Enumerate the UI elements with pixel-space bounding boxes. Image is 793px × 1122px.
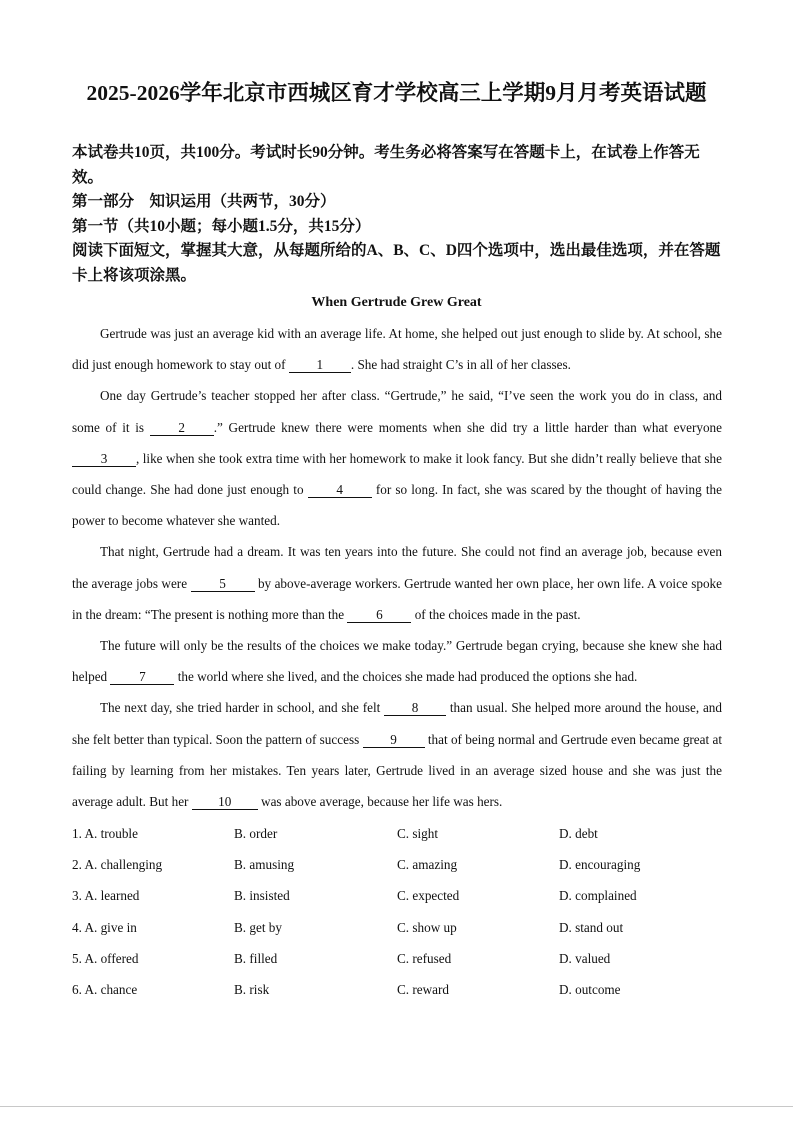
cloze-blank-4: 4	[308, 482, 372, 498]
cloze-blank-2: 2	[150, 420, 214, 436]
cloze-blank-6: 6	[347, 607, 411, 623]
option-c: C. amazing	[397, 857, 458, 873]
question-row	[72, 880, 732, 911]
passage-text: was above average, because her life was hers.	[257, 794, 503, 810]
passage-text: The next day, she tried harder in school, and she felt	[100, 700, 385, 716]
question-row	[72, 943, 732, 974]
cloze-blank-8: 8	[384, 700, 446, 716]
exam-instructions	[72, 141, 724, 288]
passage-text: for so long. In fact, she was scared by the thought of having the power to become whatever she wanted.	[72, 482, 722, 529]
option-a: 2. A. challenging	[72, 857, 163, 873]
passage-paragraph-4	[72, 630, 722, 692]
option-a: 5. A. offered	[72, 950, 139, 966]
option-b: B. get by	[234, 919, 282, 935]
option-b: B. filled	[234, 950, 278, 966]
passage-paragraph-3	[72, 536, 722, 630]
passage-paragraph-2	[72, 380, 722, 536]
passage-text: One day Gertrude’s teacher stopped her after class. “Gertrude,” he said, “I’ve seen the work you do in class, and some of it is	[72, 388, 722, 435]
passage-text: than usual. She helped more around the house, and she felt better than typical. Soon the pattern of success	[72, 700, 722, 747]
passage-text: Gertrude was just an average kid with an average life. At home, she helped out just enough to slide by. At school, she did just enough homework to stay out of	[72, 326, 722, 373]
option-d: D. valued	[559, 950, 611, 966]
passage-text: , like when she took extra time with her homework to make it look fancy. But she didn’t really believe that she could change. She had done just enough to	[72, 450, 722, 498]
question-row	[72, 818, 732, 849]
option-a: 1. A. trouble	[72, 826, 138, 841]
option-d: D. stand out	[559, 919, 624, 935]
option-c: C. sight	[397, 826, 439, 841]
cloze-blank-10: 10	[192, 794, 258, 810]
passage-text: the world where she lived, and the choices she made had produced the options she had.	[174, 669, 638, 685]
option-b: B. risk	[234, 981, 270, 997]
question-row	[72, 849, 732, 880]
option-b: B. order	[234, 826, 278, 841]
option-d: D. debt	[559, 826, 598, 841]
answer-options	[72, 818, 732, 1005]
passage-text: That night, Gertrude had a dream. It was ten years into the future. She could not find an average job, because even the average jobs were	[72, 544, 722, 591]
exam-info-line: 本试卷共10页，共100分。考试时长90分钟。考生务必将答案写在答题卡上，在试卷上作答无效。	[72, 144, 700, 186]
passage-paragraph-5	[72, 692, 722, 817]
exam-title: 2025-2026学年北京市西城区育才学校高三上学期9月月考英语试题	[86, 81, 707, 105]
cloze-passage	[72, 318, 722, 817]
option-c: C. expected	[397, 888, 460, 904]
passage-text: of the choices made in the past.	[411, 606, 581, 622]
option-c: C. refused	[397, 950, 452, 966]
passage-paragraph-1	[72, 318, 722, 380]
cloze-blank-5: 5	[191, 576, 255, 592]
option-a: 4. A. give in	[72, 919, 137, 935]
passage-text: that of being normal and Gertrude even became great at failing by learning from her mistakes. Ten years later, Gertrude lived in an average sized house and she was just the average adult. But her	[72, 731, 722, 810]
cloze-blank-7: 7	[110, 669, 174, 685]
option-a: 6. A. chance	[72, 981, 138, 997]
option-d: D. encouraging	[559, 857, 641, 873]
passage-title: When Gertrude Grew Great	[311, 295, 482, 310]
cloze-blank-9: 9	[363, 732, 425, 748]
option-c: C. show up	[397, 919, 457, 935]
option-a: 3. A. learned	[72, 888, 140, 904]
question-row	[72, 912, 732, 943]
question-row	[72, 974, 732, 1005]
option-c: C. reward	[397, 981, 449, 997]
passage-text: The future will only be the results of the choices we make today.” Gertrude began crying, because she knew she had helped	[72, 638, 722, 685]
option-d: D. outcome	[559, 981, 621, 997]
part-heading: 第一部分 知识运用（共两节，30分）	[72, 193, 336, 210]
cloze-blank-3: 3	[72, 451, 136, 467]
passage-text: . She had straight C’s in all of her classes.	[350, 357, 571, 373]
option-b: B. insisted	[234, 888, 290, 904]
passage-text: .” Gertrude knew there were moments when she did try a little harder than what everyone	[213, 419, 723, 435]
section-instruction: 阅读下面短文，掌握其大意，从每题所给的A、B、C、D四个选项中，选出最佳选项，并在答题卡上将该项涂黑。	[72, 242, 721, 284]
section-heading: 第一节（共10小题；每小题1.5分，共15分）	[72, 217, 371, 235]
page-bottom-rule	[0, 1106, 793, 1107]
option-d: D. complained	[559, 888, 637, 904]
passage-text: by above-average workers. Gertrude wanted her own place, her own life. A voice spoke in the dream: “The present is nothing more than the	[72, 575, 722, 622]
option-b: B. amusing	[234, 857, 295, 873]
cloze-blank-1: 1	[289, 357, 351, 373]
